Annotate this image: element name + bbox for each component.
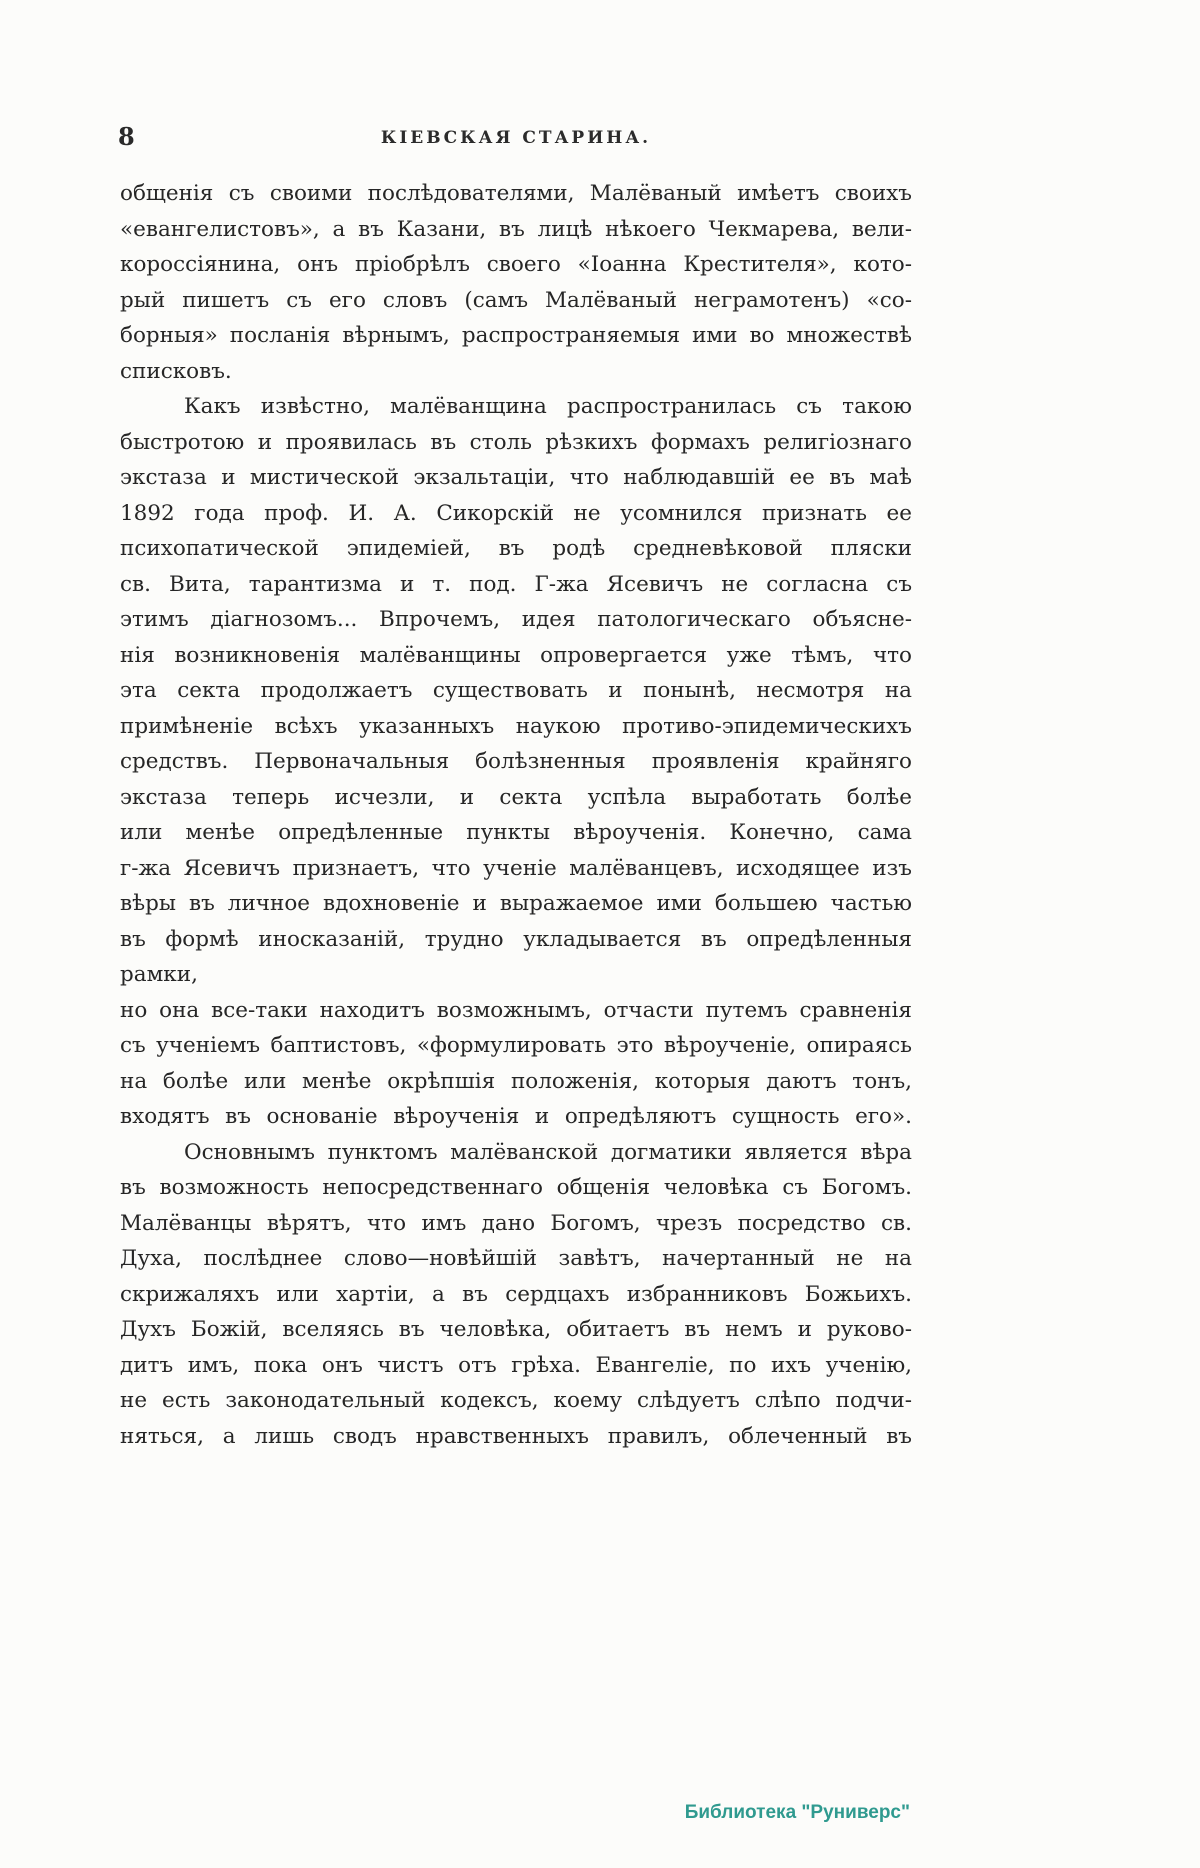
text-line: 1892 года проф. И. А. Сикорскій не усомнился признать ее — [120, 500, 912, 526]
text-line: «евангелистовъ», а въ Казани, въ лицѣ нѣкоего Чекмарева, вели- — [120, 216, 912, 242]
text-line: на болѣе или менѣе окрѣпшія положенія, которыя даютъ тонъ, — [120, 1068, 912, 1094]
text-line: или менѣе опредѣленные пункты вѣроученія. Конечно, сама — [120, 820, 912, 845]
text-line: примѣненіе всѣхъ указанныхъ наукою противо-эпидемическихъ — [120, 713, 912, 739]
paragraph — [120, 176, 912, 389]
running-title: КІЕВСКАЯ СТАРИНА. — [380, 128, 652, 148]
body-text — [120, 176, 912, 1454]
text-line: психопатической эпидеміей, въ родѣ средневѣковой пляски — [120, 536, 912, 561]
text-line: Малёванцы вѣрятъ, что имъ дано Богомъ, чрезъ посредство св. — [120, 1210, 912, 1236]
text-line: вѣры въ личное вдохновеніе и выражаемое ими большею частью — [120, 891, 912, 916]
text-line: экстаза и мистической экзальтаціи, что наблюдавшій ее въ маѣ — [120, 465, 912, 490]
text-line: списковъ. — [120, 358, 232, 384]
text-line: короссіянина, онъ пріобрѣлъ своего «Іоанна Крестителя», кото- — [120, 252, 912, 277]
text-line: дитъ имъ, пока онъ чистъ отъ грѣха. Евангеліе, по ихъ ученію, — [120, 1352, 912, 1378]
paragraph — [120, 1135, 912, 1455]
text-line: въ формѣ иносказаній, трудно укладывается въ опредѣленныя рамки, — [120, 926, 912, 987]
text-line: общенія съ своими послѣдователями, Малёваный имѣетъ своихъ — [120, 181, 912, 206]
text-line: борныя» посланія вѣрнымъ, распространяемыя ими во множествѣ — [120, 323, 912, 348]
text-line: съ ученіемъ баптистовъ, «формулировать это вѣроученіе, опираясь — [120, 1033, 912, 1058]
text-line: Основнымъ пунктомъ малёванской догматики является вѣра — [184, 1139, 912, 1165]
text-line: эта секта продолжаетъ существовать и понынѣ, несмотря на — [120, 678, 912, 703]
text-line: Какъ извѣстно, малёванщина распространилась съ такою — [184, 394, 912, 419]
text-line: въ возможность непосредственнаго общенія человѣка съ Богомъ. — [120, 1175, 912, 1200]
library-watermark: Библиотека "Руниверс" — [684, 1802, 910, 1823]
text-line: этимъ діагнозомъ... Впрочемъ, идея патологическаго объясне- — [120, 607, 912, 632]
text-line: не есть законодательный кодексъ, коему слѣдуетъ слѣпо подчи- — [120, 1388, 912, 1413]
text-line: нія возникновенія малёванщины опровергается уже тѣмъ, что — [120, 642, 912, 668]
text-line: няться, а лишь сводъ нравственныхъ правилъ, облеченный въ — [120, 1423, 912, 1449]
text-line: но она все-таки находитъ возможнымъ, отчасти путемъ сравненія — [120, 997, 912, 1023]
page-number: 8 — [118, 122, 135, 151]
text-line: г-жа Ясевичъ признаетъ, что ученіе малёванцевъ, исходящее изъ — [120, 855, 912, 881]
text-line: входятъ въ основаніе вѣроученія и опредѣляютъ сущность его». — [120, 1104, 912, 1129]
paragraph — [120, 389, 912, 1135]
text-line: Духа, послѣднее слово—новѣйшій завѣтъ, начертанный не на — [120, 1246, 912, 1271]
text-line: св. Вита, тарантизма и т. под. Г-жа Ясевичъ не согласна съ — [120, 571, 912, 597]
text-line: скрижаляхъ или хартіи, а въ сердцахъ избранниковъ Божьихъ. — [120, 1281, 912, 1307]
text-line: рый пишетъ съ его словъ (самъ Малёваный неграмотенъ) «со- — [120, 287, 912, 313]
text-line: средствъ. Первоначальныя болѣзненныя проявленія крайняго — [120, 749, 912, 774]
text-line: экстаза теперь исчезли, и секта успѣла выработать болѣе — [120, 784, 912, 810]
text-line: быстротою и проявилась въ столь рѣзкихъ формахъ религіознаго — [120, 429, 912, 455]
text-line: Духъ Божій, вселяясь въ человѣка, обитаетъ въ немъ и руково- — [120, 1317, 912, 1342]
